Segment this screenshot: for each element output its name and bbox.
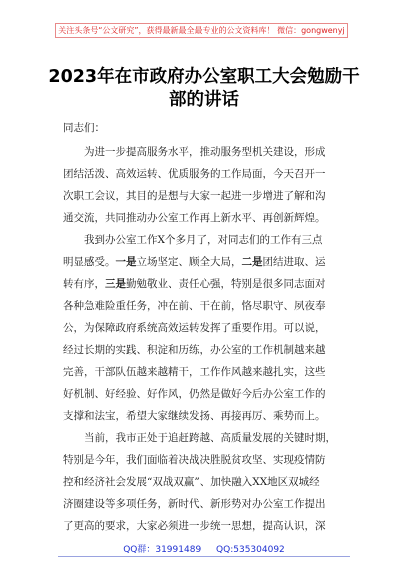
salutation: 同志们： [63, 122, 105, 134]
line-text: 好机制、好经验、好作风，仍然是做好今后办公室工作的 [63, 388, 326, 400]
body-line [63, 427, 351, 449]
body-line [63, 471, 351, 493]
line-text: 为进一步提高服务水平，推动服务型机关建设，形成 [84, 146, 326, 158]
body-line [63, 273, 351, 295]
footer-rule [58, 556, 350, 557]
emphasis-text: 二是 [241, 256, 263, 268]
footer-qq-group: QQ群：31991489 [123, 545, 202, 555]
line-text: 控和经济社会发展“双战双赢”、加快融入XX地区双城经 [63, 476, 320, 488]
body-line [63, 163, 351, 185]
body-line [63, 449, 351, 471]
body-line [63, 185, 351, 207]
line-text: 次职工会议，其目的是想与大家一起进一步增进了解和沟 [63, 190, 326, 202]
line-text: 通交流，共同推动办公室工作再上新水平、再创新辉煌。 [63, 212, 326, 224]
line-text: 了更高的要求，大家必须进一步统一思想，提高认识，深 [63, 520, 326, 532]
body-line [63, 405, 351, 427]
body-line [63, 383, 351, 405]
body-line [63, 515, 351, 537]
body-line [63, 317, 351, 339]
emphasis-text: 三是 [105, 278, 126, 290]
line-text: 经过长期的实践、积淀和历练，办公室的工作机制越来越 [63, 344, 326, 356]
line-text: 各种急难险重任务，冲在前、干在前，恪尽职守、夙夜奉 [63, 300, 326, 312]
line-text: 完善，干部队伍越来越精干，工作作风越来越扎实，这些 [63, 366, 326, 378]
line-text: 团结活泼、高效运转、优质服务的工作局面，今天召开一 [63, 168, 326, 180]
line-text: 转有序， [63, 278, 105, 290]
line-text: 我到办公室工作X个多月了，对同志们的工作有三点 [84, 234, 323, 246]
line-text: 公，为保障政府系统高效运转发挥了重要作用。可以说， [63, 322, 326, 334]
body-line [63, 295, 351, 317]
body-line [63, 251, 351, 273]
title-line: 部的讲话 [169, 90, 239, 110]
line-text: 立场坚定、顾全大局， [136, 256, 242, 268]
line-text: 明显感受。 [63, 256, 116, 268]
line-text: 勤勉敬业、责任心强，特别是很多同志面对 [126, 278, 326, 290]
header-banner: 关注头条号“公文研究”，获得最新最全最专业的公文资料库！ 微信：gongwenyj [55, 23, 348, 38]
body-line [63, 141, 351, 163]
body-line [63, 339, 351, 361]
document-body [63, 141, 351, 537]
line-text: 支撑和法宝，希望大家继续发扬、再接再厉、乘势而上。 [63, 410, 326, 422]
footer-qq: QQ:535304092 [216, 545, 285, 555]
line-text: 济圈建设等多项任务，新时代、新形势对办公室工作提出 [63, 498, 326, 510]
body-line [63, 207, 351, 229]
body-line [63, 229, 351, 251]
footer-contact [0, 544, 408, 556]
document-title [40, 66, 368, 112]
line-text: 特别是今年，我们面临着决战决胜脱贫攻坚、实现疫情防 [63, 454, 326, 466]
line-text: 团结进取、运 [262, 256, 326, 268]
body-line [63, 493, 351, 515]
emphasis-text: 一是 [115, 256, 137, 268]
title-line: 2023年在市政府办公室职工大会勉励干 [48, 67, 360, 87]
body-line [63, 361, 351, 383]
line-text: 当前，我市正处于追赶跨越、高质量发展的关键时期， [84, 432, 336, 444]
